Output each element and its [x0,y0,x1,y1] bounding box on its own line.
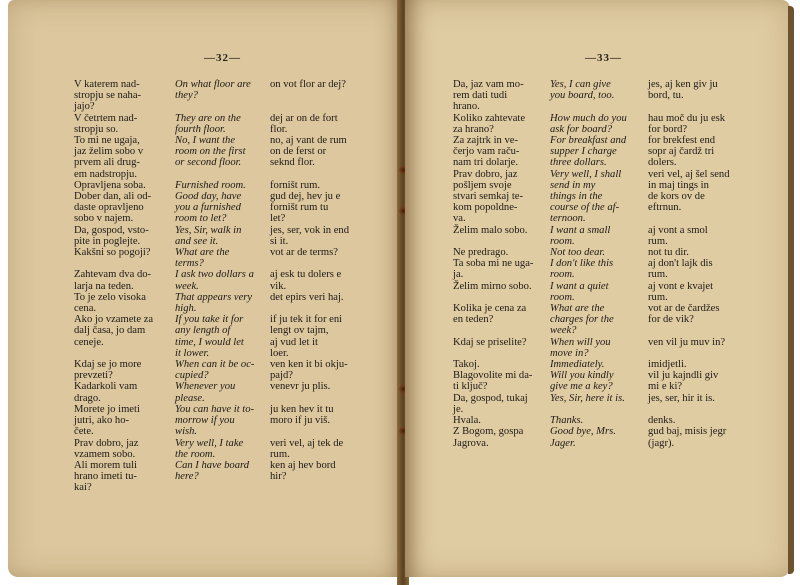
pronunciation-text: forništ rum. [270,179,321,191]
pronunciation-text: ven vil ju muv in? [648,336,726,348]
slovene-text: Ta soba mi ne uga- ja. [453,258,534,281]
english-text: I want a small room. [550,224,611,247]
phrase-row [453,135,752,169]
phrase-row [453,281,752,303]
english-text: Will you kindly give me a key? [550,370,614,393]
phrase-row [453,258,752,280]
slovene-text: To je zelo visoka cena. [74,291,146,315]
slovene-text: Prav dobro, jaz pošljem svoje stvari semkaj te- kom popoldne- va. [453,168,524,225]
pronunciation-text: if ju tek it for eni lengt ov tajm, aj vud let it loer. [270,314,343,359]
phrase-row [74,135,370,180]
slovene-text: Koliko zahtevate za hrano? [453,112,526,135]
slovene-text: Kdaj se priselite? [453,336,527,348]
english-text: That appears very high. [175,291,253,315]
phrase-row [74,460,370,494]
pronunciation-text: vot ar de terms? [270,247,338,259]
phrase-row [74,438,370,460]
slovene-text: Morete jo imeti jutri, ako ho- čete. [74,403,140,438]
english-text: No, I want the room on the first or second floor. [175,135,246,169]
pronunciation-text: imidjetli. [648,359,687,371]
english-text: Very well, I shall send in my things in the course of the af- ternoon. [550,168,622,225]
phrase-row [74,225,370,247]
english-text: Good bye, Mrs. Jager. [550,426,616,449]
phrase-row [74,269,370,291]
pronunciation-text: ju ken hev it tu moro if ju viš. [270,403,334,427]
english-text: Whenever you please. [175,381,236,404]
english-text: When will you move in? [550,336,611,359]
phrase-row [74,292,370,314]
pronunciation-text: jes, ser, vok in end si it. [270,224,350,247]
english-text: I don't like this room. [550,258,614,281]
slovene-text: Da, gospod, tukaj je. [453,392,528,415]
right-page [405,0,790,577]
english-text: Thanks. [550,415,584,427]
page-edge [788,6,794,574]
slovene-text: Prav dobro, jaz vzamem sobo. [74,437,139,460]
slovene-text: Želim malo sobo. [453,224,528,236]
pronunciation-text: ken aj hev bord hir? [270,459,336,483]
phrase-row [453,359,752,370]
pronunciation-text: not tu dir. [648,247,689,259]
phrase-row [453,370,752,392]
slovene-text: Z Bogom, gospa Jagrova. [453,426,524,449]
english-text: I ask two dollars a week. [175,269,254,292]
page-number: —33— [585,52,622,64]
slovene-text: Blagovolite mi da- ti ključ? [453,370,533,393]
phrase-row [453,337,752,359]
phrase-table [453,79,752,449]
english-text: How much do you ask for board? [550,112,627,135]
phrase-row [74,381,370,403]
pronunciation-text: venevr ju plis. [270,381,331,393]
english-text: Can I have board here? [175,459,250,483]
phrase-row [453,169,752,225]
slovene-text: Kolika je cena za en teden? [453,303,527,326]
english-text: Immediately. [550,359,605,371]
english-text: Good day, have you a furnished room to let? [175,191,242,225]
phrase-row [453,415,752,426]
english-text: Yes, I can give you board, too. [550,79,615,102]
slovene-text: Ali morem tuli hrano imeti tu- kai? [74,459,137,494]
slovene-text: Dober dan, ali od- daste opravljeno sobo v najem. [74,191,152,225]
slovene-text: Hvala. [453,415,481,427]
phrase-row [453,113,752,135]
pronunciation-text: dej ar on de fort flor. [270,112,338,135]
english-text: What are the charges for the week? [550,303,614,337]
pronunciation-text: aj vont e kvajet rum. [648,280,714,303]
slovene-text: Kadarkoli vam drago. [74,381,138,404]
english-text: What are the terms? [175,247,230,270]
pronunciation-text: on vot flor ar dej? [270,79,346,90]
slovene-text: Želim mirno sobo. [453,280,532,292]
pronunciation-text: det epirs veri haj. [270,291,344,303]
pronunciation-text: jes, aj ken giv ju bord, tu. [648,79,718,102]
phrase-row [74,314,370,359]
pronunciation-text: aj esk tu dolers e vik. [270,269,342,292]
english-text: You can have it to- morrow if you wish. [175,403,255,438]
slovene-text: V četrtem nad- stropju so. [74,112,138,135]
phrase-row [74,191,370,225]
phrase-row [74,113,370,135]
phrase-row [74,180,370,191]
phrase-row [453,393,752,415]
english-text: When can it be oc- cupied? [175,359,255,382]
phrase-row [453,225,752,247]
phrase-row [74,404,370,438]
english-text: If you take it for any length of time, I would let it lower. [175,314,244,359]
slovene-text: Da, jaz vam mo- rem dati tudi hrano. [453,79,524,113]
english-text: Yes, Sir, walk in and see it. [175,224,242,247]
slovene-text: V katerem nad- stropju se naha- jajo? [74,79,142,113]
english-text: Yes, Sir, here it is. [550,392,625,404]
slovene-text: Ako jo vzamete za dalj časa, jo dam ceneje. [74,314,154,348]
slovene-text: Takoj. [453,359,480,371]
phrase-row [74,247,370,269]
english-text: They are on the fourth floor. [175,112,241,135]
page-number: —32— [204,52,241,64]
english-text: I want a quiet room. [550,280,609,303]
pronunciation-text: gud baj, misis jegr (jagr). [648,426,727,449]
pronunciation-text: jes, ser, hir it is. [648,392,715,404]
pronunciation-text: veri vel, aj šel send in maj tings in de kors ov de eftrnun. [648,168,730,214]
slovene-text: Kdaj se jo more prevzeti? [74,359,142,382]
phrase-row [453,247,752,258]
pronunciation-text: aj don't lajk dis rum. [648,258,713,281]
phrase-row [453,303,752,337]
pronunciation-text: for brekfest end sopr aj čardž tri dolers. [648,135,716,169]
slovene-text: Opravljena soba. [74,179,146,191]
english-text: On what floor are they? [175,79,251,102]
left-page [8,0,405,577]
slovene-text: Ne predrago. [453,247,509,259]
phrase-row [74,79,370,113]
english-text: Furnished room. [175,179,246,191]
pronunciation-text: vot ar de čardžes for de vik? [648,303,720,326]
phrase-row [453,426,752,448]
pronunciation-text: gud dej, hev ju e forništ rum tu let? [270,191,341,225]
english-text: Not too dear. [550,247,606,259]
phrase-row [453,79,752,113]
phrase-table [74,79,370,494]
english-text: Very well, I take the room. [175,437,244,460]
pronunciation-text: vil ju kajndli giv mi e ki? [648,370,719,393]
pronunciation-text: denks. [648,415,676,427]
pronunciation-text: ven ken it bi okju- pajd? [270,359,348,382]
slovene-text: Da, gospod, vsto- pite in poglejte. [74,224,149,247]
slovene-text: Za zajtrk in ve- čerjo vam raču- nam tri dolarje. [453,135,520,169]
slovene-text: To mi ne ugaja, jaz želim sobo v prvem ali drug- em nadstropju. [74,135,144,180]
english-text: For breakfast and supper I charge three dollars. [550,135,627,169]
pronunciation-text: hau moč du ju esk for bord? [648,112,726,135]
slovene-text: Zahtevam dva do- larja na teden. [74,269,152,292]
pronunciation-text: aj vont a smol rum. [648,224,708,247]
slovene-text: Kakšni so pogoji? [74,247,151,259]
pronunciation-text: veri vel, aj tek de rum. [270,437,344,460]
pronunciation-text: no, aj vant de rum on de ferst or seknd flor. [270,135,347,169]
phrase-row [74,359,370,381]
